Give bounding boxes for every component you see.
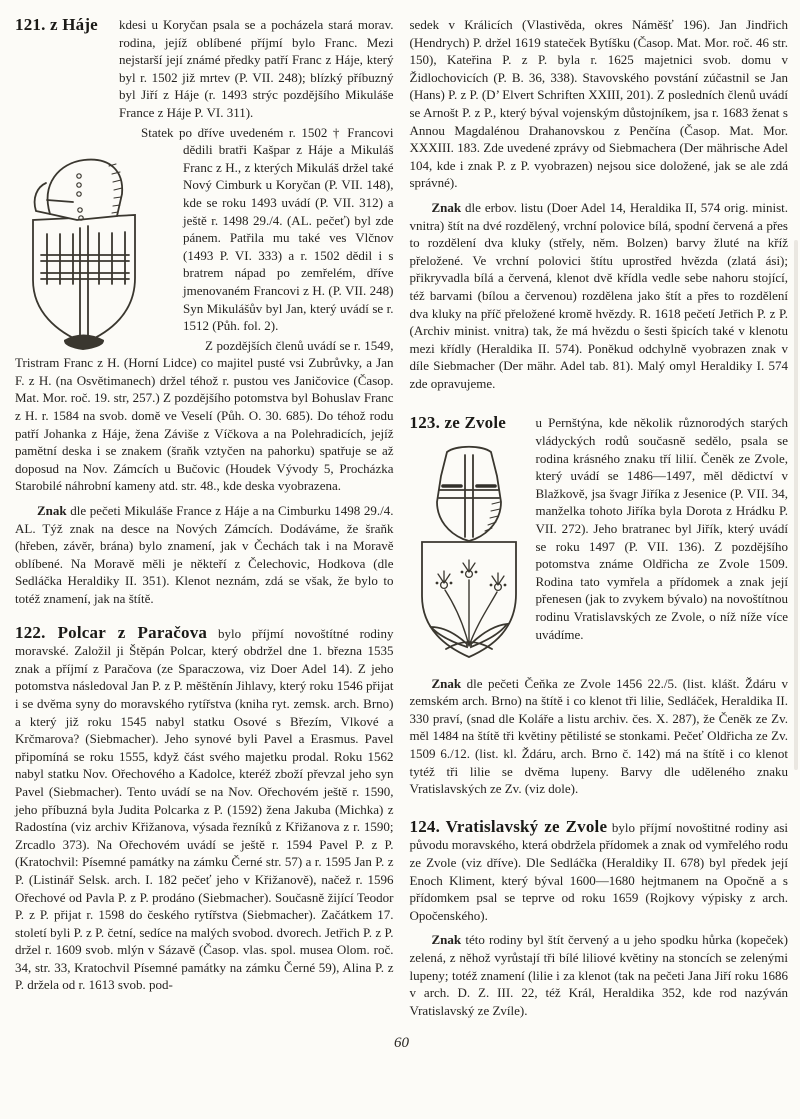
entry-121-pozdejsi-text: Z pozdějších členů uvádí se r. 1549, Tristram Franc z H. (Horní Lidce) co majitel pusté vsi Zubrůvky, a Jan F. z H. (na Osvětimanech) držel téhož r. pustou ves Janičovice (Časop. Mat. Mor. roč. 19. str, 257.) Z pozdějšího potomstva byl Bohuslav Franc z H. r. 1584 na svob. domě ve Veselí (Půh. O. 30. 685). Do téhož rodu patří Johanka z Háje, žena Záviše z Víčkova a na Polehradicích, jejíž pamětní deska i se znakem (šraňk vztyčen na pahorku) spatřuje se až doposud na Nov. Zámcích u Bučovic (Houdek Vývody 5, Procházka Starobilé náhrobní kameny atd. str. 48., kde deska vyobrazena. bbox=[15, 337, 394, 494]
entry-123 bbox=[410, 414, 789, 797]
entry-122-heading: 122. Polcar z Paračova bbox=[15, 622, 208, 642]
page-number: 60 bbox=[394, 1035, 409, 1052]
entry-122 bbox=[15, 624, 394, 994]
lily-flower-center bbox=[460, 560, 477, 577]
entry-124-znak-label: Znak bbox=[431, 932, 462, 948]
entry-123-lead-text: u Pernštýna, kde několik různorodých starých vládyckých rodů současně sedělo, psala se rodina krásného znaku tří lilií. Čeněk ze Zvole, který uvádí se 1486—1497, měl dědictví v Blažkově, jsa švagr Jiříka z Jesenice (P. VII. 34, manželka tohoto Jiříka byla Dorota z Hrádku P. VII. 272). Jeho bratranec byl Jiřík, který uvádí se roku 1497 (P. VII. 136). Z pozdějšího potomstva známe Oldřicha ze Zvole 1509. Rodina tato vymřela a přídomek a znak její přenesen (jak to zvykem bývalo) na novoštítnou rodinu Vratislavských ze Zvole, o níž níže více uvádíme. bbox=[535, 415, 788, 642]
lily-flower-right bbox=[489, 573, 506, 590]
entry-122-continuation bbox=[410, 16, 789, 392]
great-helm-and-lily-shield-drawing bbox=[414, 440, 524, 668]
entry-122-lead-text: bylo příjmí novoštítné rodiny moravské. Založil ji Štěpán Polcar, který obdržel dne 1. března 1535 znak a příjmí z Paračova (ze Sparaczowa, viz Doer Adel 14). Z jeho potomstva následoval Jan P. z P. měštěnín Jihlavy, který roku 1546 přijat i se dvěma syny do moravského rytířstva (kniha ryt. zemsk. arch. Brno) a který již roku 1545 nabyl statku Osové s Březím, Vlkové a Krčmarova? (Siebmacher). Jeho synové byli Pavel a Erasmus. Pavel připomíná se roku 1555, když část svého majetku prodal. Roku 1562 nabyl statku Nov. Ořechového a Kadolce, kteréž zboží převzal jeho syn Pavel (Siebmacher). Tento uvádí se na Nov. Ořechovém ještě r. 1590, jeho příbuzná byla Judita Polcarka z P. (1592) žena Jakuba (Michka) z Radostína (viz archiv Křižanova, výsada řezníků z Křižanova z r. 1590; Zrcadlo 373). Na Ořechovém uvádí se ještě r. 1594 Pavel P. z P. (Kratochvil: Písemné památky na zámku Černé str. 57) a r. 1595 Jan P. z P. (Listinář Selsk. arch. I. 182 pečeť jeho v Křižanově), načež r. 1596 Ořechové od Pavla P. z P. prodáno (Siebmacher). Současně žijící Teodor P. z P. přijat r. 1598 do českého rytířstva (Siebmacher). Začátkem 17. století byli P. z P. četní, sedíce na malých svobod. dvorech. Jetřich P. z P. držel r. 1609 svob. mlýn v Sázavě (Časop. vlas. spol. musea Olom. roč. 34, str. 33, Kratochvil Písemné památky na zámku Černé 59), Alina P. z P. držela od r. 1613 svob. pod- bbox=[15, 625, 394, 993]
entry-123-znak-label: Znak bbox=[431, 675, 462, 691]
entry-121-znak-label: Znak bbox=[37, 503, 67, 519]
entry-123-heading: 123. ze Zvole bbox=[409, 413, 507, 433]
entry-122-continuation-text: sedek v Králicích (Vlastivěda, okres Náměšť 196). Jan Jindřich (Hendrych) P. držel 1619 stateček Bytíšku (Časop. Mat. Mor. roč. 46 str. 150), Kateřina P. z P. byla r. 1625 majetnici svob. domu v Židlochovicích (P. B. 36, 338). Stavovského povstání zúčastnil se Jan (Hans) P. z P. (D’ Elvert Schriften XXIII, 201). Z posledních členů uvádí se Arnošt P. z P., který býval vojenským důstojníkem, jsa r. 1683 ženat s Annou Magdalénou Drahanovskou z Penčína (Časop. Mat. Mor. XXXIII. 183. Zde uvedené zprávy od Siebmachera (Der mährische Adel 104, kde i znak P. z P. vyobrazen) nejsou sice doložené, jak se ale zdá správné). bbox=[409, 17, 788, 191]
entry-121-znak-paragraph bbox=[15, 502, 394, 608]
entry-121-heading-rail bbox=[15, 16, 119, 154]
entry-122-znak-text: dle erbov. listu (Doer Adel 14, Heraldika II, 574 orig. minist. vnitra) štít na dvé rozdělený, vrchní polovice bílá, spodní červená a přes to rozdělení dva kluky (střely, něm. Bolzen) barvy žluté na kříž přeložené. Ve vrchní polovici štítu uprostřed hvězda (zlatá ási); přikryvadla bílá a červená, klenot dvě křídla vedle sebe nahoru stojící, též barvami (bílou a červenou) rozdělena jako štít a přes to rozdělení dva kluky na příč přeložené kromě hvězdy. R. 1618 pečetí Jetřich P. z P. (Archiv minist. vnitra) tak, že má hvězdu o šesti špicích také v klenotu mezi křídly (Heraldika II. 574). Poněkud odchylně vyobrazen znak v díle Siebmacher (Der mähr. Adel tab. 81). Malý omyl Heraldiky I. 574 zde opravujeme. bbox=[409, 199, 789, 391]
scan-edge-artifact bbox=[794, 240, 798, 770]
entry-121-lead-text: kdesi u Koryčan psala se a pocházela stará morav. rodina, jejíž oblíbené příjmí bylo Franc. Mezi nejstarší její známé předky patří Franc z Háje, který byl r. 1502 již mrtev (P. VII. 248); blízký příbuzný byl Jiří z Háje (r. 1493 strýc pozdějšího Mikuláše France z Háje P. VI. 311). bbox=[119, 17, 394, 120]
entry-121-paragraph-pozdejsi bbox=[15, 337, 394, 495]
entry-123-znak-text: dle pečeti Čeňka ze Zvole 1456 22./5. (list. klášt. Ždáru v zemském arch. Brno) na štítě i co klenot tři lilie, Sedláček, Heraldika II. 330 praví, (snad dle Koláře a listu archiv. čes. X. 287), že Čeněk ze Zv. měl 1484 na štítě tři květiny pětilisté se stonkami. Pečeť Oldřicha ze Zv. 1509 6./12. (list. kl. Ždáru, arch. Brno č. 142) má na štítě i co klenot tytéž tři lilie se dvěma lupeny. Barvy dle uděleného znaku Vratislavských ze Zv. (viz dole). bbox=[409, 675, 789, 797]
lily-flower-left bbox=[435, 571, 452, 588]
haje-coat-of-arms-illustration bbox=[17, 154, 175, 350]
entry-124-lead-paragraph bbox=[410, 818, 789, 925]
zvole-coat-of-arms-illustration bbox=[414, 440, 528, 673]
entry-122-znak-paragraph bbox=[410, 199, 789, 393]
entry-124 bbox=[410, 818, 789, 1020]
right-column bbox=[410, 16, 789, 1021]
entry-124-lead-text: bylo příjmí novoštitné rodiny asi původu moravského, která obdržela přídomek a znak od vymřelého rodu ze Zvole (viz dříve). Dle Sedláčka (Heraldiky II. 678) byl předek její Enoch Kliment, který býval 1600—1680 hejtmanem na Opočně a s přídomkem psal se teprve od roku 1659 (Rojkovy výpisky z arch. Opočenského). bbox=[409, 819, 789, 923]
left-column bbox=[15, 16, 394, 1021]
entry-123-heading-rail bbox=[410, 414, 528, 672]
entry-122-znak-label: Znak bbox=[431, 199, 462, 215]
entry-123-znak-paragraph bbox=[410, 675, 789, 798]
entry-121-statek-text: Statek po dříve uvedeném r. 1502 † Francovi dědili bratři Kašpar z Háje a Mikuláš Franc z H., z kterých Mikuláš držel také Nový Cimburk u Koryčan (P. VII. 148), kde se roku 1493 uvádí (P. VII. 312) a ještě r. 1498 29./4. (AL. pečeť) byl zde pánem. Patřila mu také ves Vlčnov (1493 P. VI. 333) a r. 1502 dědil i s bratrem nápad po zemřelém, dříve jmenovaném Francovi z H. (P. VII. 248) Syn Mikulášův byl Jan, který uvádí se r. 1512 (Půh. fol. 2). bbox=[141, 124, 394, 334]
tilted-helm-and-harrow-shield-drawing bbox=[17, 154, 175, 350]
entry-124-znak-paragraph bbox=[410, 931, 789, 1019]
entry-121-znak-text: dle pečeti Mikuláše France z Háje a na Cimburku 1498 29./4. AL. Týž znak na desce na Nových Zámcích. Dodáváme, že šraňk (hřeben, závěr, brána) bylo znamení, jak v Čechách tak i na Moravě oblíbené. Na Moravě měli je někteří z Čelechovic, Hodkova (dle Sedláčka Heraldiky II. 351). Klenot neznám, zdá se však, že bylo to totéž znamení, jak na štítě. bbox=[15, 503, 394, 606]
entry-121 bbox=[15, 16, 394, 608]
two-column-text bbox=[15, 16, 788, 1021]
entry-124-znak-text: této rodiny byl štít červený a u jeho spodku hůrka (kopeček) zelená, z něhož vyrůstají tři bílé liliové květiny na stoncích se zelenými lupeny; totéž znamení (lilie i za klenot (tak na pečeti Jana Jiří roku 1686 v arch. D. Z. III. 22, též Král, Heraldika 352, kde rod nazýván Vratislavský ze Zvíle). bbox=[409, 932, 789, 1018]
entry-122-continuation-paragraph bbox=[410, 16, 789, 192]
entry-122-lead-paragraph bbox=[15, 624, 394, 994]
entry-124-heading: 124. Vratislavský ze Zvole bbox=[409, 816, 608, 836]
entry-121-heading: 121. z Háje bbox=[15, 15, 98, 34]
